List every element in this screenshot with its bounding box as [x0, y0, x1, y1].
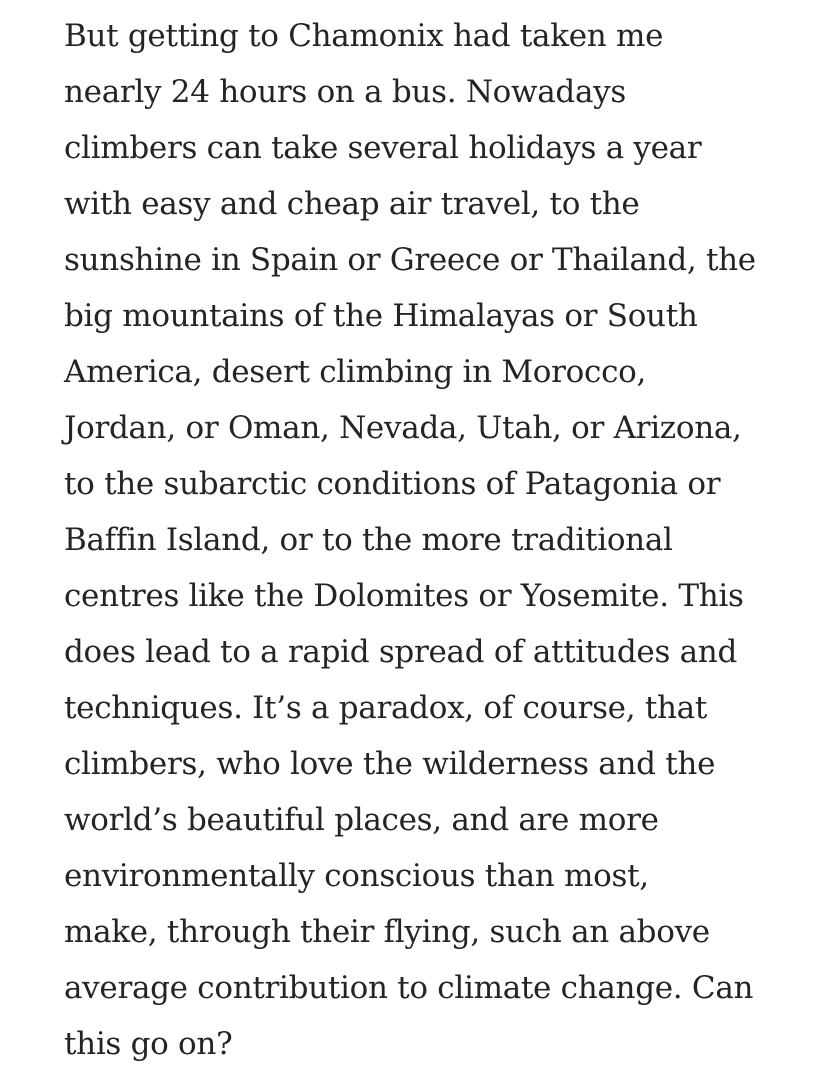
paragraph-line: nearly 24 hours on a bus. Nowadays [64, 74, 626, 110]
paragraph-line: climbers can take several holidays a year [64, 130, 702, 166]
paragraph-line: America, desert climbing in Morocco, [64, 354, 647, 390]
paragraph-line: this go on? [64, 1026, 233, 1062]
paragraph-line: sunshine in Spain or Greece or Thailand, the [64, 242, 756, 278]
paragraph-line: techniques. It’s a paradox, of course, that [64, 690, 707, 726]
paragraph-line: to the subarctic conditions of Patagonia or [64, 466, 721, 502]
paragraph-line: big mountains of the Himalayas or South [64, 298, 698, 334]
article-paragraph [64, 8, 804, 1072]
paragraph-line: But getting to Chamonix had taken me [64, 18, 664, 54]
paragraph-line: environmentally conscious than most, [64, 858, 649, 894]
paragraph-line: centres like the Dolomites or Yosemite. This [64, 578, 744, 614]
paragraph-line: does lead to a rapid spread of attitudes and [64, 634, 737, 670]
paragraph-line: world’s beautiful places, and are more [64, 802, 659, 838]
paragraph-line: average contribution to climate change. Can [64, 970, 754, 1006]
paragraph-line: climbers, who love the wilderness and the [64, 746, 716, 782]
paragraph-line: with easy and cheap air travel, to the [64, 186, 640, 222]
paragraph-line: Baffin Island, or to the more traditional [64, 522, 673, 558]
paragraph-line: make, through their flying, such an above [64, 914, 710, 950]
paragraph-line: Jordan, or Oman, Nevada, Utah, or Arizona, [64, 410, 742, 446]
